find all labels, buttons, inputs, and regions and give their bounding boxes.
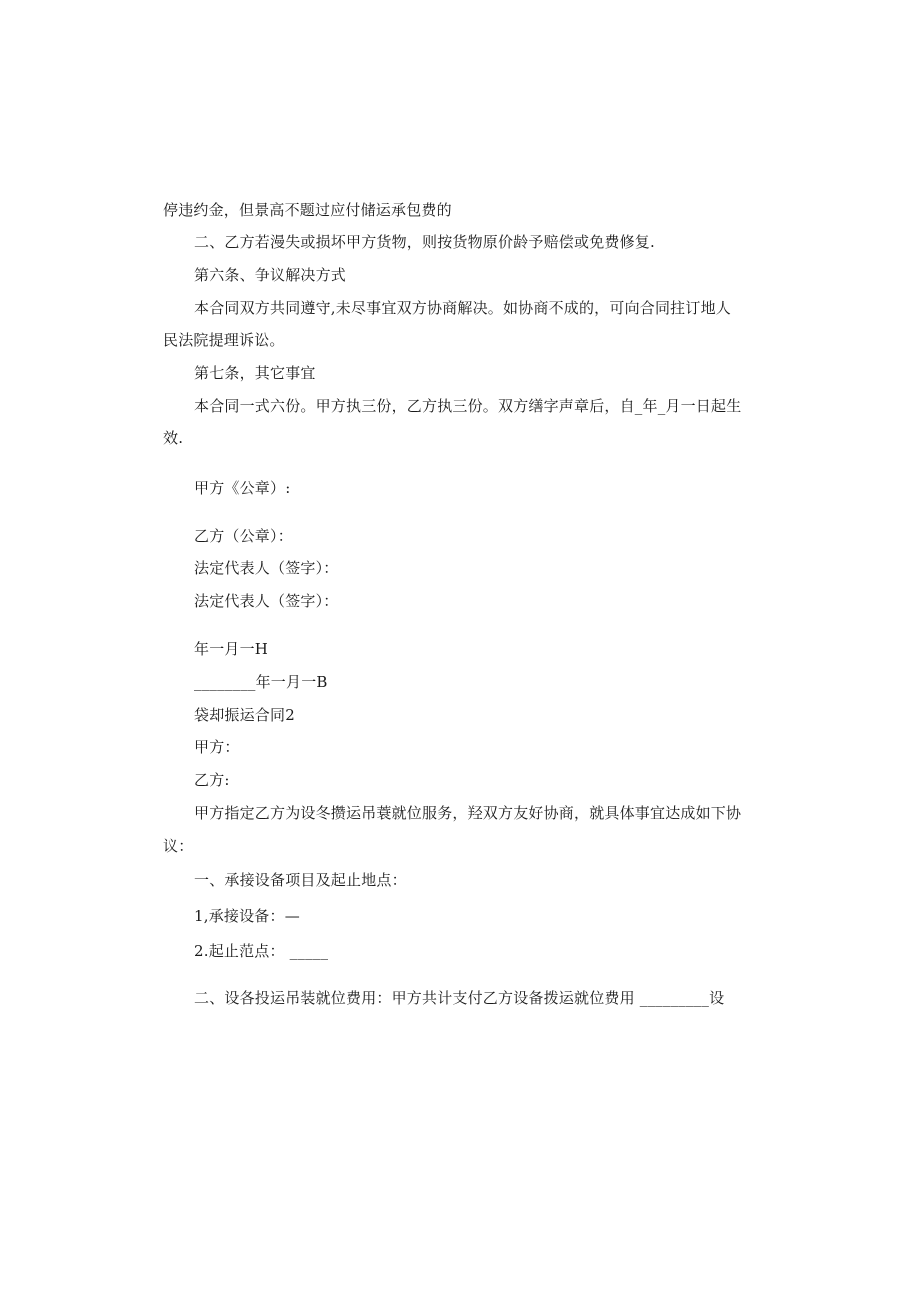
section-heading-article-7: 第七条，其它事宜 xyxy=(194,364,316,382)
text-line-copies-1: 本合同一式六份。甲方执三份，乙方执三份。双方缮字声章后，自_年_月一日起生 xyxy=(194,397,742,415)
date-line-a: 年一月一H xyxy=(194,640,269,658)
text-line-copies-2: 效. xyxy=(163,429,184,447)
party-a-label: 甲方： xyxy=(194,738,240,756)
text-line-dispute-1: 本合同双方共同遵守,未尽事宜双方协商解决。如协商不成的，可向合同拄订地人 xyxy=(194,299,731,317)
text-line-dispute-2: 民法院提理诉讼。 xyxy=(163,331,285,349)
signature-party-a-seal: 甲方《公章）: xyxy=(194,479,291,497)
signature-legal-rep-a: 法定代表人（签字）： xyxy=(194,559,339,577)
party-b-label: 乙方: xyxy=(194,771,230,789)
list-item-locations: 2.起止范点： _____ xyxy=(194,942,329,960)
section-heading-1: 一、承接设备项目及起止地点： xyxy=(194,871,407,889)
text-line-penalty-clause: 停违约金，但景高不题过应付储运承包费的 xyxy=(163,201,452,219)
text-line-intro-2: 议： xyxy=(163,837,194,855)
text-line-loss-compensation: 二、乙方若漫失或损坏甲方货物，则按货物原价龄予赔偿或免费修复. xyxy=(194,233,655,251)
signature-party-b-seal: 乙方（公章）： xyxy=(194,527,293,545)
text-line-intro-1: 甲方指定乙方为设冬攒运吊蓑就位服务，羟双方友好协商，就具体事宜达成如下协 xyxy=(194,804,742,822)
section-heading-2-fees: 二、设各投运吊装就位费用：甲方共计支付乙方设备拨运就位费用 _________设 xyxy=(194,989,725,1007)
date-line-b: ________年一月一B xyxy=(194,673,328,691)
contract-title-2: 袋却振运合同2 xyxy=(194,706,295,724)
signature-legal-rep-b: 法定代表人（签字）： xyxy=(194,592,339,610)
list-item-equipment: 1,承接设备：— xyxy=(194,907,300,925)
section-heading-article-6: 第六条、争议解决方式 xyxy=(194,266,347,284)
